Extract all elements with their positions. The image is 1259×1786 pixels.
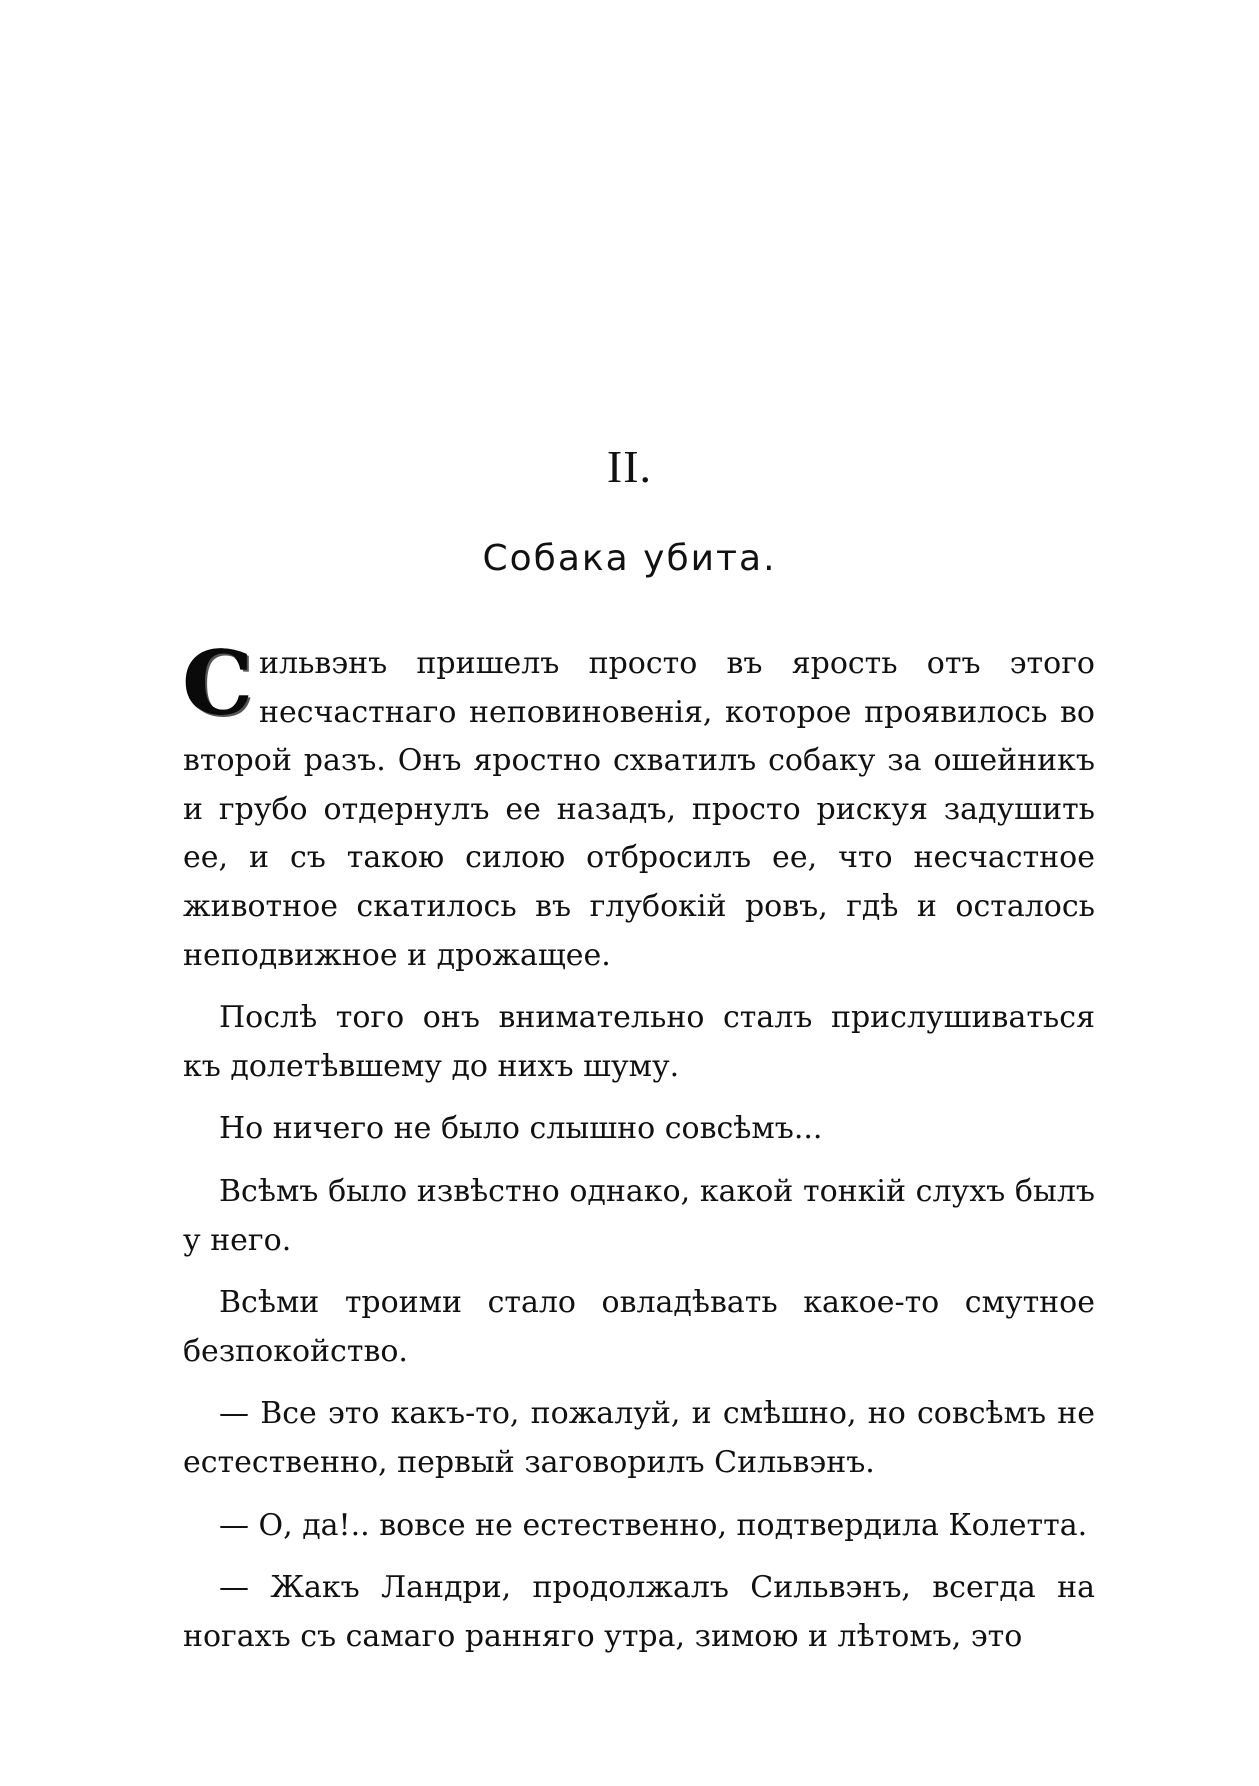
paragraph: — О, да!.. вовсе не естественно, подтвердила Колетта.: [219, 1507, 1088, 1543]
paragraph: — Все это какъ-то, пожалуй, и смѣшно, но совсѣмъ не естественно, первый заговорилъ Сильвэнъ.: [183, 1396, 1095, 1480]
chapter-body: [183, 631, 1095, 1675]
paragraph: — Жакъ Ландри, продолжалъ Сильвэнъ, всегда на ногахъ съ самаго ранняго утра, зимою и лѣтомъ, это: [183, 1570, 1095, 1654]
chapter-number: II.: [606, 441, 653, 492]
paragraph: Послѣ того онъ внимательно сталъ прислушиваться къ долетѣвшему до нихъ шуму.: [183, 1000, 1095, 1084]
paragraph: [183, 631, 1095, 980]
chapter-title: Собака убита.: [482, 538, 777, 579]
paragraph: Всѣми троими стало овладѣвать какое-то смутное безпокойство.: [183, 1285, 1095, 1369]
paragraph: Всѣмъ было извѣстно однако, какой тонкій слухъ былъ у него.: [183, 1173, 1095, 1258]
paragraph: Но ничего не было слышно совсѣмъ...: [219, 1111, 823, 1147]
drop-cap-letter: С: [183, 631, 254, 735]
paragraph-text: ильвэнъ пришелъ просто въ ярость отъ этого несчастнаго неповиновенія, которое проявилось во второй разъ. Онъ яростно схватилъ собаку за ошейникъ и грубо отдернулъ ее назадъ, просто рискуя задушить ее, и съ такою силою отбросилъ ее, что несчастное животное скатилось въ глубокій ровъ, гдѣ и осталось неподвижное и дрожащее.: [183, 646, 1095, 973]
